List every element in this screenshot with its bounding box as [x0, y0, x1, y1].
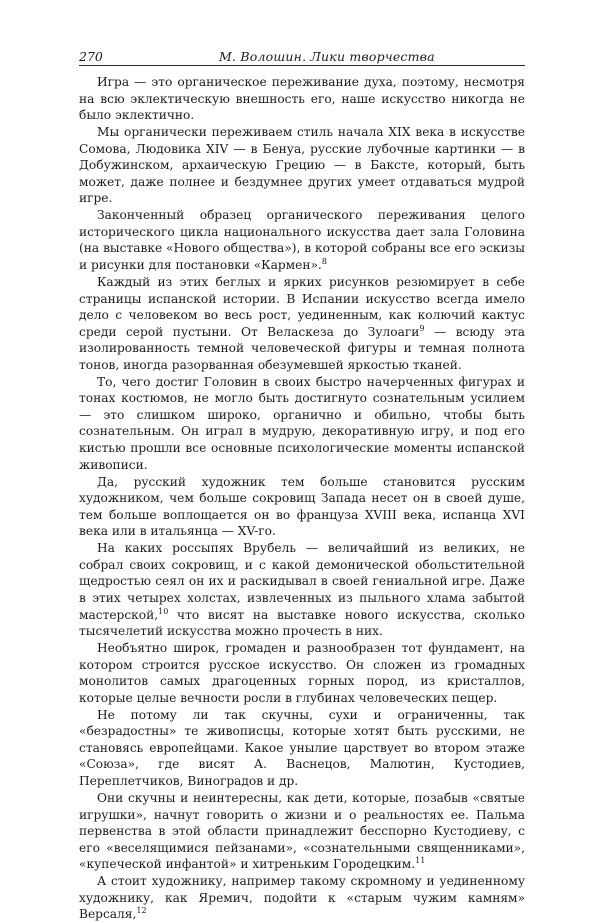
footnote-ref: 8 [321, 257, 327, 267]
running-title: М. Волошин. Лики творчества [219, 49, 435, 64]
paragraph: Не потому ли так скучны, сухи и ограниченны, так «безрадостны» те живописцы, которые хотят быть русскими, не становясь европейцами. Какое унылие царствует во втором этаже «Союза», где висят А. Васнецов, Малютин, Кустодиев, Переплетчиков, Виноградов и др. [79, 707, 525, 788]
paragraph: А стоит художнику, например такому скромному и уединенному художнику, как Яремич, подойти к «старым чужим камням» Версаля,$^{12}$ [79, 874, 525, 922]
footnote-ref: 9 [419, 323, 425, 333]
paragraph: Законченный образец органического переживания целого исторического цикла национального искусства дает зала Головина (на выставке «Нового общества»), в которой собраны все его эскизы и рисунки для постановки «Кармен».$^8$ [79, 208, 525, 273]
page-number: 270 [79, 49, 103, 64]
footnote-ref: 11 [415, 856, 426, 866]
paragraph: То, чего достиг Головин в своих быстро начерченных фигурах и тонах костюмов, не могло быть достигнуто сознательным усилием — это слишком широко, органично и обильно, чтобы быть сознательным. Он играл в мудрую, декоративную игру, и под его кистью прошли все основные психологические моменты испанской живописи. [79, 374, 525, 472]
paragraph: Они скучны и неинтересны, как дети, которые, позабыв «святые игрушки», начнут говорить о жизни и о реальностях ее. Пальма первенства в этой области принадлежит бесспорно Кустодиеву, с его «веселящимися пейзанами», «сознательными священниками», «купеческой инфантой» и хитреньким Городецким.$^{11}$ [79, 791, 525, 872]
paragraph: Да, русский художник тем больше становится русским художником, чем больше сокровищ Запада несет он в своей душе, тем больше воплощается он во француза XVIII века, испанца XVI века или в итальянца — XV-го. [79, 474, 525, 539]
footnote-ref: 10 [158, 606, 169, 616]
body-text [79, 74, 525, 923]
paragraph: Мы органически переживаем стиль начала XIX века в искусстве Сомова, Людовика XIV — в Бенуа, русские лубочные картинки — в Добужинском, архаическую Грецию — в Баксте, который, быть может, даже полнее и бездумнее других умеет отдаваться мудрой игре. [79, 125, 525, 206]
footnote-ref: 12 [136, 906, 147, 916]
paragraph: Необъятно широк, громаден и разнообразен тот фундамент, на котором строится русское искусство. Он сложен из громадных монолитов самых драгоценных горных пород, из кристаллов, которые целые вечности росли в глубинах человеческих пещер. [79, 641, 525, 705]
paragraph: Игра — это органическое переживание духа, поэтому, несмотря на всю эклектическую внешность его, наше искусство никогда не было эклектично. [79, 75, 525, 123]
page-header [79, 46, 525, 66]
paragraph: Каждый из этих беглых и ярких рисунков резюмирует в себе страницы испанской истории. В Испании искусство всегда имело дело с человеком во весь рост, уединенным, как колючий кактус среди серой пустыни. От Веласкеза до Зулоаги$^9$ — всюду эта изолированность темной человеческой фигуры и темная полнота тонов, иногда разорванная обезумевшей яркостью тканей. [79, 275, 525, 372]
header-rule [79, 65, 525, 66]
paragraph: На каких россыпях Врубель — величайший из великих, не собрал своих сокровищ, и с какой демонической обольстительной щедростью сеял он их и раскидывал в своей гениальной игре. Даже в этих четырех холстах, извлеченных из пыльного хлама забытой мастерской,$^{10}$ что висят на выставке нового искусства, сколько тысячелетий искусства можно прочесть в них. [79, 541, 525, 639]
